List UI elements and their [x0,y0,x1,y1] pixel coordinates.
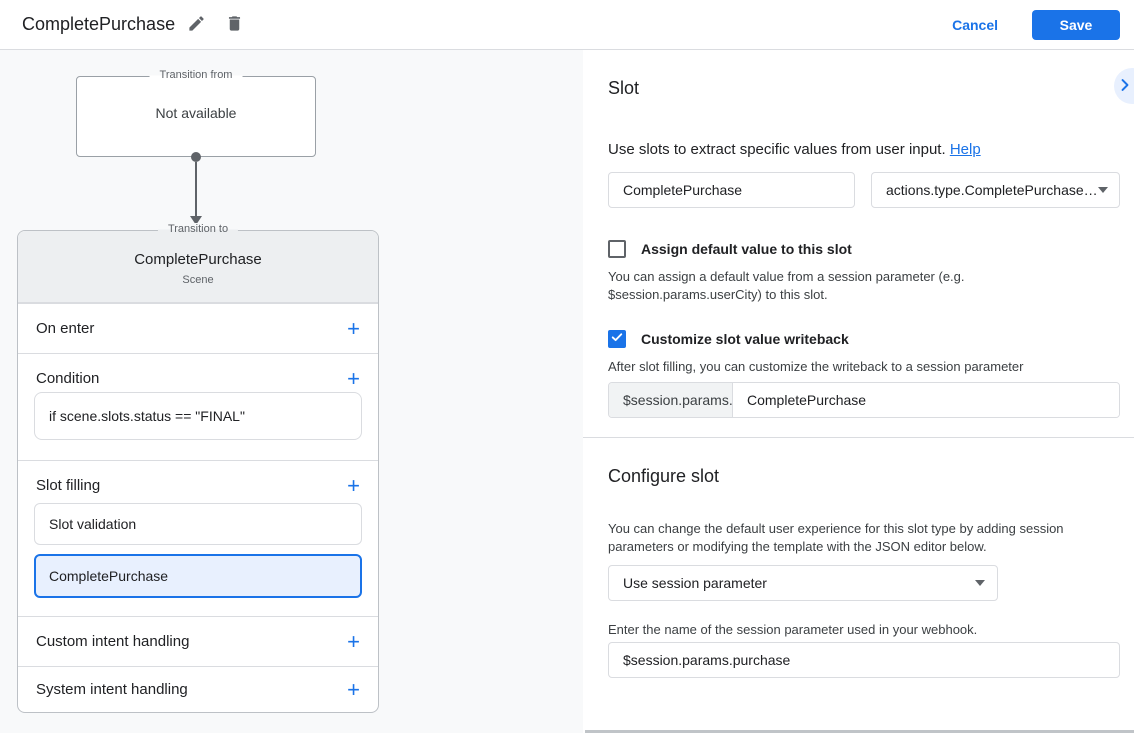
add-icon[interactable]: + [347,628,360,654]
writeback-label: Customize slot value writeback [641,331,849,347]
page-title: CompletePurchase [22,14,176,34]
add-icon[interactable]: + [347,676,360,702]
scene-diagram-panel [0,50,583,733]
help-link[interactable]: Help [949,141,981,158]
session-param-hint: Enter the name of the session parameter used in your webhook. [608,622,978,637]
writeback-description: After slot filling, you can customize the writeback to a session parameter [608,359,1024,374]
assign-default-description: You can assign a default value from a session parameter (e.g. $session.params.userCity) to this slot. [608,269,965,302]
scene-name: CompletePurchase [134,251,262,268]
top-bar [0,0,1134,50]
section-label: System intent handling [36,681,188,698]
slot-config-dropdown[interactable]: Use session parameter [608,565,998,601]
condition-item[interactable]: if scene.slots.status == "FINAL" [34,392,362,440]
slot-name-input[interactable] [608,172,855,208]
configure-slot-title: Configure slot [608,466,720,486]
assign-default-checkbox-row[interactable] [608,240,1120,258]
checkmark-icon [610,330,624,349]
connector-dot [191,152,201,162]
main-area [0,50,1134,733]
section-divider [583,437,1134,438]
section-slot-filling [18,460,378,616]
scene-type-label: Scene [182,274,214,286]
trash-icon [225,14,244,36]
panel-title: Slot [608,78,640,98]
assign-default-label: Assign default value to this slot [641,241,852,257]
writeback-field [608,382,1120,418]
section-label: Custom intent handling [36,633,190,650]
chevron-right-icon [1116,76,1134,97]
add-icon[interactable]: + [347,472,360,498]
slot-editor-panel [583,50,1134,733]
transition-from-content: Not available [155,105,237,121]
slot-intro-text: Use slots to extract specific values from user input. Help [608,141,981,158]
section-on-enter[interactable] [18,303,378,353]
pencil-icon [187,14,206,36]
edit-title-button[interactable] [179,8,213,42]
writeback-checkbox-row[interactable] [608,330,1120,348]
scene-card-header [18,231,378,303]
cancel-button[interactable]: Cancel [952,16,998,33]
configure-slot-description: You can change the default user experience for this slot type by adding session parameters or modifying the template with the JSON editor below. [608,521,1064,554]
writeback-prefix: $session.params. [609,383,733,417]
transition-to-legend: Transition to [158,223,238,235]
assign-default-checkbox[interactable] [608,240,626,258]
writeback-value-input[interactable] [733,383,1119,417]
slot-identity-row [608,172,1120,208]
add-icon[interactable]: + [347,365,360,391]
delete-scene-button[interactable] [217,8,251,42]
section-system-intent-handling[interactable] [18,666,378,712]
connector-line [195,162,197,216]
transition-from-node [76,69,316,157]
writeback-checkbox[interactable] [608,330,626,348]
add-icon[interactable]: + [347,315,360,341]
save-button[interactable]: Save [1032,10,1120,40]
session-param-input[interactable] [608,642,1120,678]
slot-item-completepurchase[interactable]: CompletePurchase [34,554,362,598]
section-custom-intent-handling[interactable] [18,616,378,666]
section-label: Condition [36,370,100,387]
section-condition [18,353,378,440]
scene-card [17,223,379,713]
caret-down-icon [1098,187,1108,193]
slot-type-dropdown[interactable]: actions.type.CompletePurchase… [871,172,1120,208]
section-label: On enter [36,320,95,337]
transition-from-legend: Transition from [150,69,243,81]
caret-down-icon [975,580,985,586]
section-label: Slot filling [36,477,101,494]
slot-item-validation[interactable]: Slot validation [34,503,362,545]
